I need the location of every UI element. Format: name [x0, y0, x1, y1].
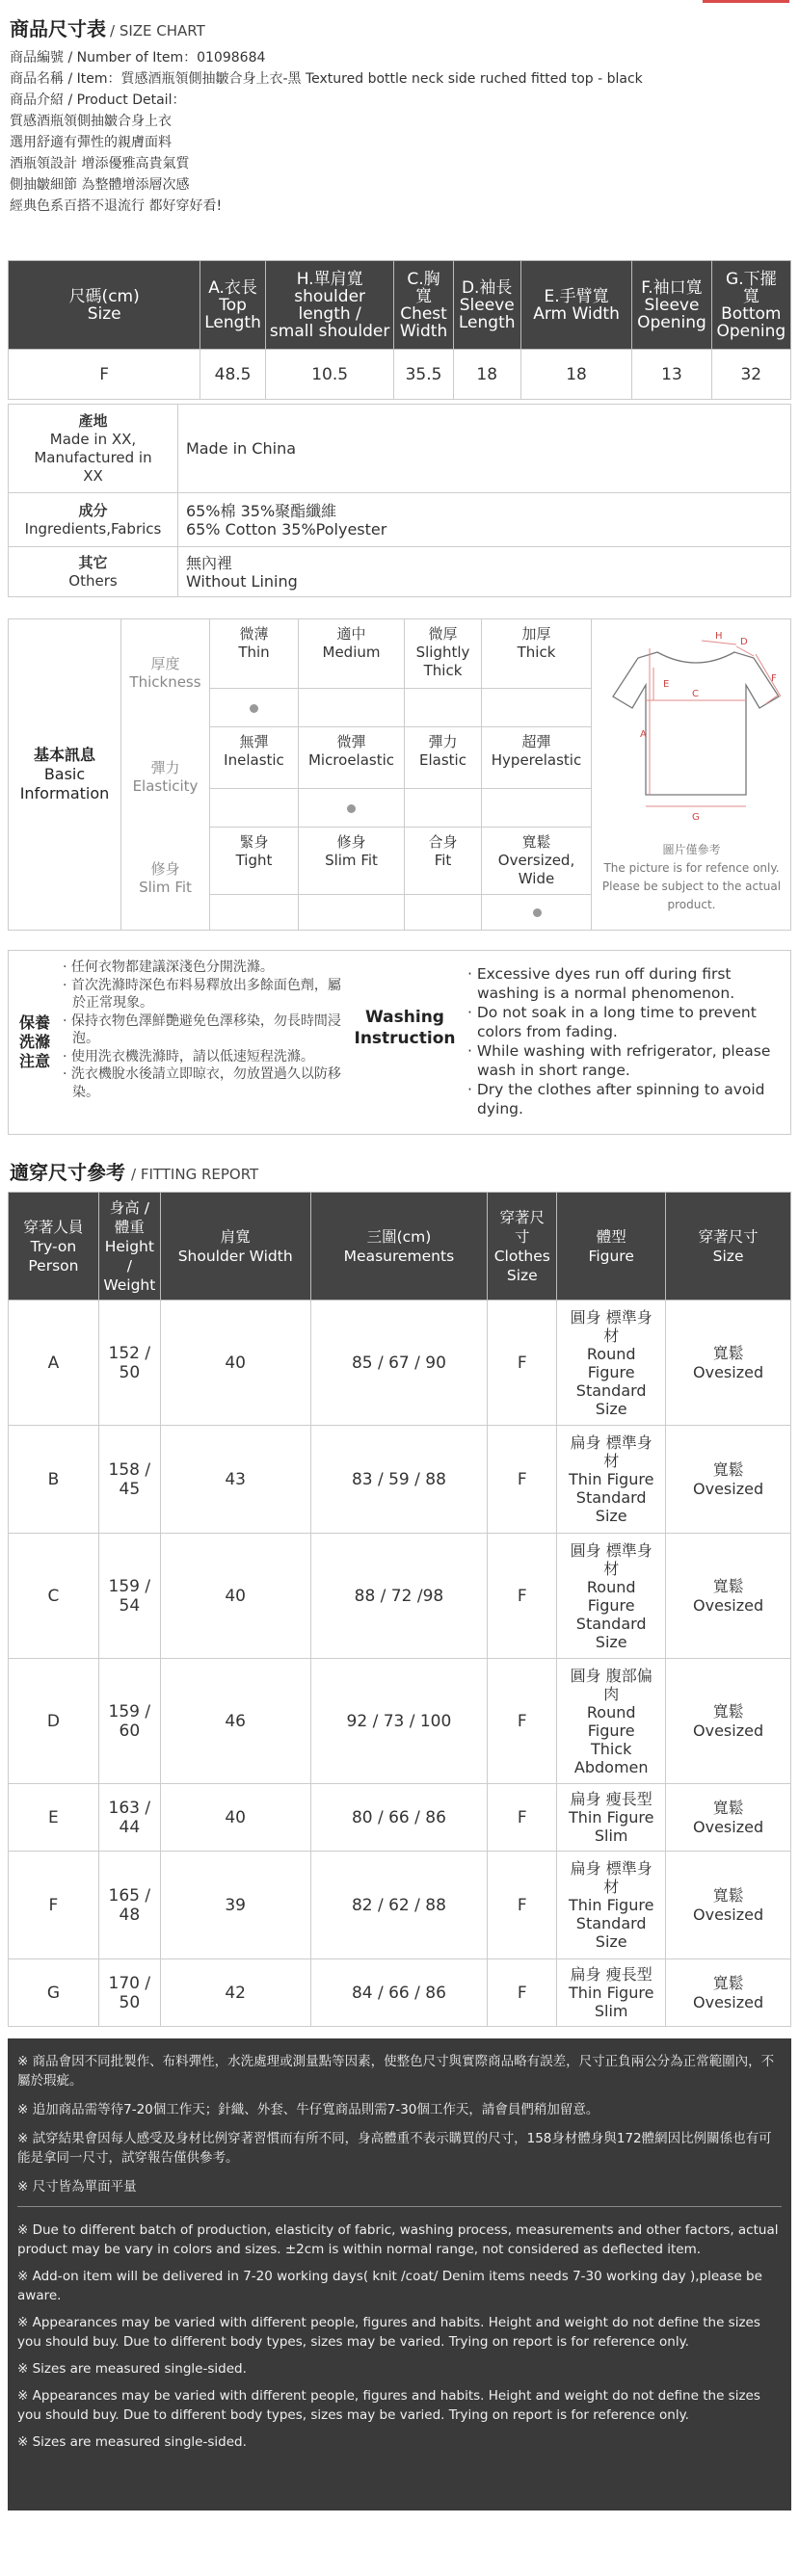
svg-text:D: D [740, 637, 748, 647]
note-zh: ※ 商品會因不同批製作、布料彈性，水洗處理或測量點等因素，使整色尺寸與實際商品略有誤差，尺寸正負兩公分為正常範圍內，不屬於瑕疵。 [17, 2054, 775, 2089]
note-en: ※ Appearances may be varied with different people, figures and habits. Height and weight do not define the sizes you should buy. Due to different body types, sizes may be varied. Trying on report is for reference only. [17, 2388, 760, 2423]
detail-line: 酒瓶領設計 增添優雅高貴氣質 [10, 156, 190, 171]
note-zh: ※ 追加商品需等待7-20個工作天；針織、外套、牛仔寬商品則需7-30個工作天，請會員們稍加留意。 [17, 2102, 599, 2117]
option-oversized: 寬鬆 Oversized, Wide [481, 828, 591, 895]
dot-cell [209, 689, 298, 727]
origin-row [9, 405, 791, 493]
washing-en-item: · While washing with refrigerator, please wash in short range. [467, 1042, 771, 1079]
clothes-size: F [488, 1426, 557, 1534]
origin-label: 產地 Made in XX, Manufactured in XX [9, 405, 178, 493]
selected-dot [347, 804, 356, 813]
washing-en-item: · Dry the clothes after spinning to avoid dying. [467, 1081, 765, 1117]
dot-cell [481, 689, 591, 727]
option-hyperelastic: 超彈 Hyperelastic [481, 727, 591, 789]
shoulder-header: H.單肩寬 shoulder length / small shoulder [265, 261, 394, 350]
size-cell: 10.5 [265, 350, 394, 400]
basic-info [8, 618, 791, 931]
chest-header: C.胸 寬 Chest Width [394, 261, 453, 350]
note-en: ※ Appearances may be varied with different people, figures and habits. Height and weight do not define the sizes you should buy. Due to different body types, sizes may be varied. Trying on report is for reference only. [17, 2315, 760, 2350]
elasticity-label: 彈力 Elasticity [120, 727, 209, 828]
measurements-header: 三圍(cm) Measurements [310, 1193, 488, 1301]
fit-size: 寬鬆 Ovesized [666, 1659, 791, 1784]
option-microelastic: 微彈 Microelastic [298, 727, 404, 789]
title-zh: 商品尺寸表 [10, 17, 106, 40]
svg-text:H: H [715, 631, 723, 642]
shoulder-width-header: 肩寬 Shoulder Width [160, 1193, 310, 1301]
clothes-size-header: 穿著尺 寸 Clothes Size [488, 1193, 557, 1301]
height-weight: 170 / 50 [98, 1959, 160, 2027]
svg-text:E: E [663, 679, 670, 690]
measurements: 84 / 66 / 86 [310, 1959, 488, 2027]
figure: 圓身 標準身 材 Round Figure Standard Size [557, 1534, 666, 1659]
detail-line: 側抽皺細節 為整體增添層次感 [10, 177, 190, 193]
clothes-size: F [488, 1959, 557, 2027]
size-col-header: 尺碼(cm) Size [9, 261, 200, 350]
selected-dot [250, 704, 258, 713]
fit-size: 寬鬆 Ovesized [666, 1784, 791, 1852]
washing-zh-list [61, 959, 352, 1101]
title-en: / SIZE CHART [110, 22, 205, 39]
fitting-header-row [9, 1193, 791, 1301]
tryon-person: D [9, 1659, 99, 1784]
tryon-person: E [9, 1784, 99, 1852]
size-table-header [9, 261, 791, 350]
dot-cell [298, 689, 404, 727]
detail-line: 經典色系百搭不退流行 都好穿好看! [10, 198, 223, 214]
size-cell: 18 [453, 350, 520, 400]
bottom-opening-header: G.下擺 寬 Bottom Opening [711, 261, 790, 350]
product-number: 商品編號 / Number of Item：01098684 [10, 50, 266, 66]
shoulder-width: 40 [160, 1534, 310, 1659]
sleeve-length-header: D.袖長 Sleeve Length [453, 261, 520, 350]
figure-header: 體型 Figure [557, 1193, 666, 1301]
fit-size: 寬鬆 Ovesized [666, 1534, 791, 1659]
note-en: ※ Sizes are measured single-sided. [17, 2361, 247, 2377]
fit-size: 寬鬆 Ovesized [666, 1852, 791, 1959]
dot-cell [298, 895, 404, 930]
size-cell: 13 [632, 350, 711, 400]
dot-cell [404, 895, 481, 930]
thickness-label: 厚度 Thickness [120, 619, 209, 727]
size-chart-header [10, 13, 790, 217]
attribute-grid [120, 619, 591, 930]
dot-cell [209, 789, 298, 828]
measurements: 85 / 67 / 90 [310, 1301, 488, 1426]
figure: 扁身 瘦長型 Thin Figure Slim [557, 1784, 666, 1852]
washing-en-list [464, 964, 791, 1118]
tshirt-diagram-icon [592, 619, 791, 841]
dot-cell [209, 895, 298, 930]
thickness-row [120, 619, 591, 727]
svg-text:A: A [640, 729, 647, 740]
shoulder-width: 40 [160, 1784, 310, 1852]
shoulder-width: 42 [160, 1959, 310, 2027]
height-weight-header: 身高 / 體重 Height / Weight [98, 1193, 160, 1301]
slim-fit-row [120, 828, 591, 930]
option-slim-fit: 修身 Slim Fit [298, 828, 404, 895]
clothes-size: F [488, 1301, 557, 1426]
notes-divider [17, 2206, 782, 2207]
height-weight: 152 / 50 [98, 1301, 160, 1426]
height-weight: 159 / 60 [98, 1659, 160, 1784]
shoulder-width: 40 [160, 1301, 310, 1426]
washing-label-zh: 保養 洗滌 注意 [18, 1013, 50, 1070]
clothes-size: F [488, 1852, 557, 1959]
fitting-row [9, 1852, 791, 1959]
washing-zh-item: · 任何衣物都建議深淺色分開洗滌。 [63, 959, 274, 975]
origin-value: Made in China [177, 405, 790, 493]
product-detail-label: 商品介紹 / Product Detail： [10, 92, 186, 108]
figure: 扁身 瘦長型 Thin Figure Slim [557, 1959, 666, 2027]
size-cell: F [9, 350, 200, 400]
others-row [9, 547, 791, 597]
washing-zh-item: · 首次洗滌時深色布料易釋放出多餘面色劑，屬於正常現象。 [63, 977, 341, 1011]
dot-cell [481, 895, 591, 930]
fitting-row [9, 1301, 791, 1426]
product-name: 商品名稱 / Item：質感酒瓶領側抽皺合身上衣-黑 Textured bottle neck side ruched fitted top - black [10, 71, 643, 87]
option-fit: 合身 Fit [404, 828, 481, 895]
top-accent-line [703, 0, 789, 3]
clothes-size: F [488, 1784, 557, 1852]
shoulder-width: 39 [160, 1852, 310, 1959]
fabric-value: 65%棉 35%聚酯纖維 65% Cotton 35%Polyester [177, 493, 790, 547]
fitting-row [9, 1784, 791, 1852]
detail-line: 選用舒適有彈性的親膚面料 [10, 135, 172, 150]
clothes-size: F [488, 1659, 557, 1784]
dot-cell [298, 789, 404, 828]
fit-size: 寬鬆 Ovesized [666, 1301, 791, 1426]
fabric-row [9, 493, 791, 547]
svg-text:C: C [692, 689, 699, 699]
size-cell: 18 [520, 350, 632, 400]
dot-cell [404, 789, 481, 828]
sleeve-opening-header: F.袖口寬 Sleeve Opening [632, 261, 711, 350]
figure: 扁身 標準身 材 Thin Figure Standard Size [557, 1426, 666, 1534]
fit-size: 寬鬆 Ovesized [666, 1959, 791, 2027]
option-elastic: 彈力 Elastic [404, 727, 481, 789]
figure: 圓身 腹部偏 肉 Round Figure Thick Abdomen [557, 1659, 666, 1784]
note-zh: ※ 尺寸皆為單面平量 [17, 2179, 137, 2195]
arm-width-header: E.手臂寬 Arm Width [520, 261, 632, 350]
measurements: 82 / 62 / 88 [310, 1852, 488, 1959]
tryon-person: F [9, 1852, 99, 1959]
figure: 扁身 標準身 材 Thin Figure Standard Size [557, 1852, 666, 1959]
washing-title: Washing Instruction [354, 1008, 456, 1048]
tryon-header: 穿著人員 Try-on Person [9, 1193, 99, 1301]
tryon-person: G [9, 1959, 99, 2027]
dot-cell [404, 689, 481, 727]
fit-size: 寬鬆 Ovesized [666, 1426, 791, 1534]
height-weight: 163 / 44 [98, 1784, 160, 1852]
svg-text:G: G [692, 812, 700, 823]
washing-en-item: · Do not soak in a long time to prevent colors from fading. [467, 1004, 757, 1040]
height-weight: 165 / 48 [98, 1852, 160, 1959]
fitting-row [9, 1959, 791, 2027]
top-length-header: A.衣長 Top Length [200, 261, 266, 350]
note-en: ※ Add-on item will be delivered in 7-20 working days( knit /coat/ Denim items needs 7-30 working day ),please be aware. [17, 2269, 762, 2303]
note-zh: ※ 試穿結果會因每人感受及身材比例穿著習慣而有所不同，身高體重不表示購買的尺寸，158身材體身與172體網因比例關係也有可能是拿同一尺寸，試穿報告僅供參考。 [17, 2131, 772, 2166]
washing-zh-item: · 使用洗衣機洗滌時，請以低速短程洗滌。 [63, 1048, 314, 1065]
slim-fit-label: 修身 Slim Fit [120, 828, 209, 930]
size-table [8, 260, 791, 400]
basic-info-label: 基本訊息 Basic Information [19, 746, 110, 802]
diagram-caption: 圖片僅參考 The picture is for refence only. Please be subject to the actual product. [601, 843, 782, 911]
washing-zh-item: · 洗衣機脫水後請立即晾衣，勿放置過久以防移染。 [63, 1066, 341, 1100]
washing-en-item: · Excessive dyes run off during first washing is a normal phenomenon. [467, 965, 735, 1002]
fitting-table [8, 1192, 791, 2027]
option-thin: 微薄 Thin [209, 619, 298, 689]
shoulder-width: 46 [160, 1659, 310, 1784]
fabric-label: 成分 Ingredients,Fabrics [9, 493, 178, 547]
washing-zh-item: · 保持衣物色澤鮮艷避免色澤移染，勿長時間浸泡。 [63, 1012, 341, 1046]
detail-line: 質感酒瓶領側抽皺合身上衣 [10, 114, 172, 129]
size-cell: 32 [711, 350, 790, 400]
option-inelastic: 無彈 Inelastic [209, 727, 298, 789]
info-table [8, 404, 791, 597]
size-cell: 35.5 [394, 350, 453, 400]
measurements: 88 / 72 /98 [310, 1534, 488, 1659]
measurements: 92 / 73 / 100 [310, 1659, 488, 1784]
garment-diagram [591, 619, 790, 930]
product-detail [10, 47, 790, 217]
note-en: ※ Due to different batch of production, elasticity of fabric, washing process, measurements and other factors, actual product may be vary in colors and sizes. ±2cm is within normal range, not considered as deflected item. [17, 2222, 779, 2257]
height-weight: 158 / 45 [98, 1426, 160, 1534]
figure: 圓身 標準身 材 Round Figure Standard Size [557, 1301, 666, 1426]
elasticity-row [120, 727, 591, 828]
others-label: 其它 Others [9, 547, 178, 597]
fitting-row [9, 1426, 791, 1534]
measurements: 80 / 66 / 86 [310, 1784, 488, 1852]
option-medium: 適中 Medium [298, 619, 404, 689]
fitting-report-title: 適穿尺寸參考 / FITTING REPORT [10, 1161, 259, 1184]
others-value: 無內裡 Without Lining [177, 547, 790, 597]
fitting-row [9, 1659, 791, 1784]
svg-text:F: F [771, 673, 777, 684]
option-slightly-thick: 微厚 Slightly Thick [404, 619, 481, 689]
option-tight: 緊身 Tight [209, 828, 298, 895]
tryon-person: B [9, 1426, 99, 1534]
size-chart-title [10, 13, 790, 41]
clothes-size: F [488, 1534, 557, 1659]
shoulder-width: 43 [160, 1426, 310, 1534]
height-weight: 159 / 54 [98, 1534, 160, 1659]
size-cell: 48.5 [200, 350, 266, 400]
tryon-person: C [9, 1534, 99, 1659]
fit-size-header: 穿著尺寸 Size [666, 1193, 791, 1301]
tryon-person: A [9, 1301, 99, 1426]
notes-panel [8, 2038, 791, 2510]
fitting-row [9, 1534, 791, 1659]
measurements: 83 / 59 / 88 [310, 1426, 488, 1534]
option-thick: 加厚 Thick [481, 619, 591, 689]
note-en: ※ Sizes are measured single-sided. [17, 2434, 247, 2450]
selected-dot [533, 908, 542, 917]
dot-cell [481, 789, 591, 828]
size-row [9, 350, 791, 400]
washing-instruction [8, 950, 791, 1135]
